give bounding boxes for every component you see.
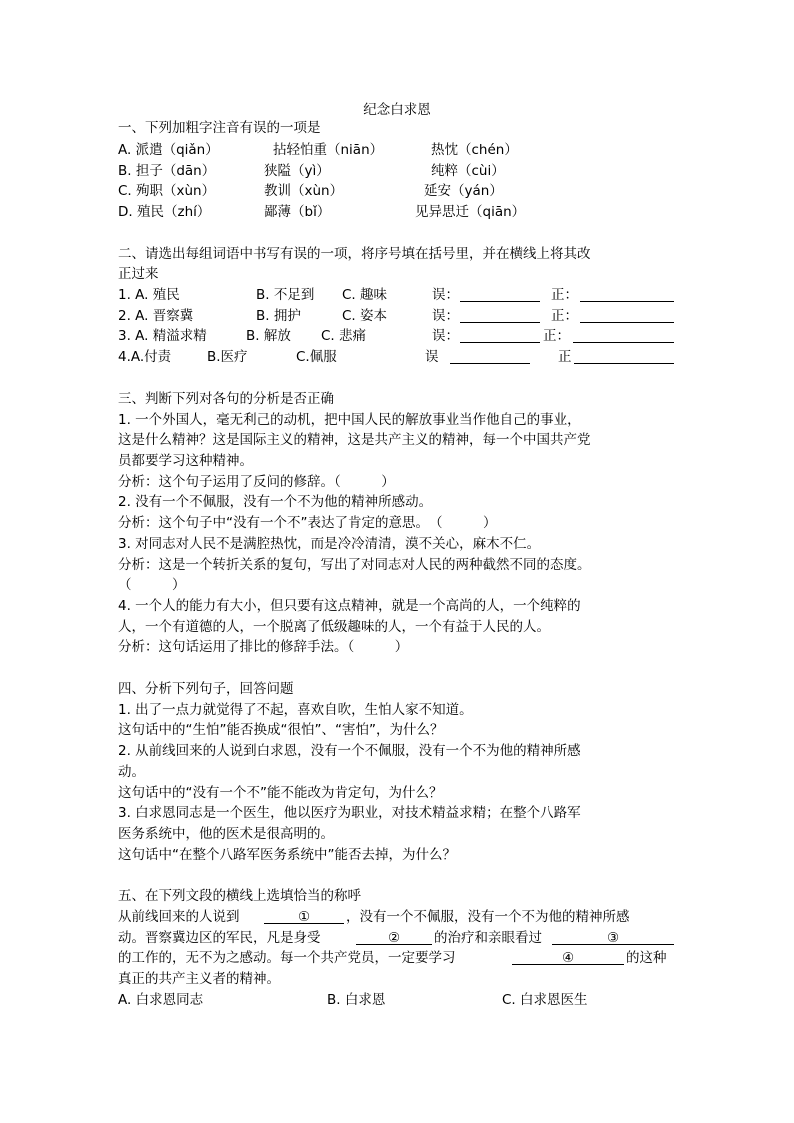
section4-q3-question: 这句话中“在整个八路军医务系统中”能否去掉，为什么？ xyxy=(118,847,456,863)
section3-q3-paren: （ ） xyxy=(118,577,186,593)
section3-heading: 三、判断下列对各句的分析是否正确 xyxy=(118,391,334,407)
section3-q2-analysis: 分析：这个句子中“没有一个不”表达了肯定的意思。 （ ） xyxy=(118,515,497,531)
section5-heading: 五、在下列文段的横线上选填恰当的称呼 xyxy=(118,888,361,904)
row2-option-b: B. 拥护 xyxy=(256,308,301,324)
section3-q3: 3. 对同志对人民不是满腔热忱，而是冷冷清清，漠不关心，麻木不仁。 xyxy=(118,536,541,552)
section3-q4-line2: 人，一个有道德的人，一个脱离了低级趣味的人，一个有益于人民的人。 xyxy=(118,619,550,635)
section1-row-c xyxy=(118,181,678,201)
option-c: C. 白求恩医生 xyxy=(502,992,588,1008)
paragraph-text: ，没有一个不佩服，没有一个不为他的精神所感 xyxy=(346,909,630,925)
row2-option-a: 2. A. 晋察冀 xyxy=(118,308,194,324)
blank-2[interactable]: ② xyxy=(356,928,432,945)
section1-row-d xyxy=(118,202,678,222)
section2-heading-line1: 二、请选出每组词语中书写有误的一项，将序号填在括号里，并在横线上将其改 xyxy=(118,246,591,262)
blank-3[interactable]: ③ xyxy=(552,928,674,945)
right-label: 正： xyxy=(551,287,578,303)
section1-row-b xyxy=(118,161,678,181)
paragraph-text: 的这种 xyxy=(626,950,667,966)
section4-q1-question: 这句话中的“生怕”能否换成“很怕”、“害怕”，为什么？ xyxy=(118,722,444,738)
page-title: 纪念白求恩 xyxy=(363,102,431,118)
section4-q1: 1. 出了一点力就觉得了不起，喜欢自吹，生怕人家不知道。 xyxy=(118,702,473,718)
section3-q4-line1: 4. 一个人的能力有大小，但只要有这点精神，就是一个高尚的人，一个纯粹的 xyxy=(118,598,581,614)
wrong-blank[interactable] xyxy=(450,347,530,364)
section2-row-1 xyxy=(118,285,678,305)
section1-heading: 一、下列加粗字注音有误的一项是 xyxy=(118,120,321,136)
section5-paragraph-line2 xyxy=(118,928,678,948)
paragraph-text: 从前线回来的人说到 xyxy=(118,909,240,925)
right-blank[interactable] xyxy=(573,326,674,343)
option-a-word2: 拈轻怕重（niān） xyxy=(273,142,384,158)
wrong-label: 误： xyxy=(432,328,459,344)
blank-1[interactable]: ① xyxy=(264,907,344,924)
section1-row-a xyxy=(118,140,678,160)
wrong-label: 误 xyxy=(425,349,439,365)
section3-q4-analysis: 分析：这句话运用了排比的修辞手法。（ ） xyxy=(118,639,409,655)
wrong-label: 误： xyxy=(432,308,459,324)
wrong-blank[interactable] xyxy=(460,326,540,343)
paragraph-text: 动。晋察冀边区的军民，凡是身受 xyxy=(118,930,321,946)
row3-option-b: B. 解放 xyxy=(246,328,291,344)
right-blank[interactable] xyxy=(574,347,674,364)
row4-option-c: C.佩服 xyxy=(296,349,337,365)
section3-q1-analysis: 分析：这个句子运用了反问的修辞。（ ） xyxy=(118,474,395,490)
row1-option-b: B. 不足到 xyxy=(256,287,315,303)
row3-option-c: C. 悲痛 xyxy=(321,328,367,344)
section4-heading: 四、分析下列句子，回答问题 xyxy=(118,681,294,697)
section3-q1-line3: 员都要学习这种精神。 xyxy=(118,453,253,469)
row4-option-b: B.医疗 xyxy=(207,349,248,365)
right-label: 正： xyxy=(551,308,578,324)
wrong-label: 误： xyxy=(432,287,459,303)
section4-q3-line2: 医务系统中，他的医术是很高明的。 xyxy=(118,826,334,842)
section5-paragraph-line4: 真正的共产主义者的精神。 xyxy=(118,971,280,987)
paragraph-text: 的治疗和亲眼看过 xyxy=(434,930,542,946)
section4-q2-line2: 动。 xyxy=(118,764,145,780)
wrong-blank[interactable] xyxy=(460,285,540,302)
option-c-word1: C. 殉职（xùn） xyxy=(118,183,216,199)
section5-paragraph-line1 xyxy=(118,907,678,927)
section2-row-3 xyxy=(118,326,678,346)
option-c-word3: 延安（yán） xyxy=(424,183,503,199)
section4-q2-question: 这句话中的“没有一个不”能不能改为肯定句，为什么？ xyxy=(118,785,443,801)
blank-4[interactable]: ④ xyxy=(512,948,624,965)
section3-q1-line2: 这是什么精神？这是国际主义的精神，这是共产主义的精神，每一个中国共产党 xyxy=(118,432,591,448)
right-blank[interactable] xyxy=(580,285,674,302)
option-a-word1: A. 派遣（qiǎn） xyxy=(118,142,219,158)
section2-row-2 xyxy=(118,306,678,326)
option-d-word3: 见异思迁（qiān） xyxy=(415,204,526,220)
paragraph-text: 的工作的，无不为之感动。每一个共产党员，一定要学习 xyxy=(118,950,456,966)
right-label: 正 xyxy=(558,349,572,365)
wrong-blank[interactable] xyxy=(460,306,540,323)
option-b: B. 白求恩 xyxy=(327,992,386,1008)
row1-option-c: C. 趣味 xyxy=(342,287,388,303)
row3-option-a: 3. A. 精溢求精 xyxy=(118,328,207,344)
section4-q3-line1: 3. 白求恩同志是一个医生，他以医疗为职业，对技术精益求精；在整个八路军 xyxy=(118,805,581,821)
section5-options xyxy=(118,990,678,1010)
section3-q3-analysis: 分析：这是一个转折关系的复句，写出了对同志对人民的两种截然不同的态度。 xyxy=(118,557,591,573)
option-b-word1: B. 担子（dān） xyxy=(118,163,216,179)
option-d-word2: 鄙薄（bǐ） xyxy=(264,204,331,220)
section2-heading-line2: 正过来 xyxy=(118,266,159,282)
option-b-word2: 狭隘（yì） xyxy=(264,163,330,179)
option-a-word3: 热忱（chén） xyxy=(431,142,518,158)
row4-option-a: 4.A.付责 xyxy=(118,349,172,365)
row1-option-a: 1. A. 殖民 xyxy=(118,287,180,303)
option-a: A. 白求恩同志 xyxy=(118,992,204,1008)
section5-paragraph-line3 xyxy=(118,948,678,968)
option-b-word3: 纯粹（cùi） xyxy=(431,163,505,179)
section4-q2-line1: 2. 从前线回来的人说到白求恩，没有一个不佩服，没有一个不为他的精神所感 xyxy=(118,743,581,759)
section3-q1-line1: 1. 一个外国人，毫无利己的动机，把中国人民的解放事业当作他自己的事业， xyxy=(118,412,581,428)
section2-row-4 xyxy=(118,347,678,367)
right-blank[interactable] xyxy=(580,306,674,323)
row2-option-c: C. 姿本 xyxy=(342,308,388,324)
option-c-word2: 教训（xùn） xyxy=(264,183,344,199)
right-label: 正： xyxy=(543,328,570,344)
section3-q2: 2. 没有一个不佩服，没有一个不为他的精神所感动。 xyxy=(118,494,433,510)
option-d-word1: D. 殖民（zhí） xyxy=(118,204,211,220)
